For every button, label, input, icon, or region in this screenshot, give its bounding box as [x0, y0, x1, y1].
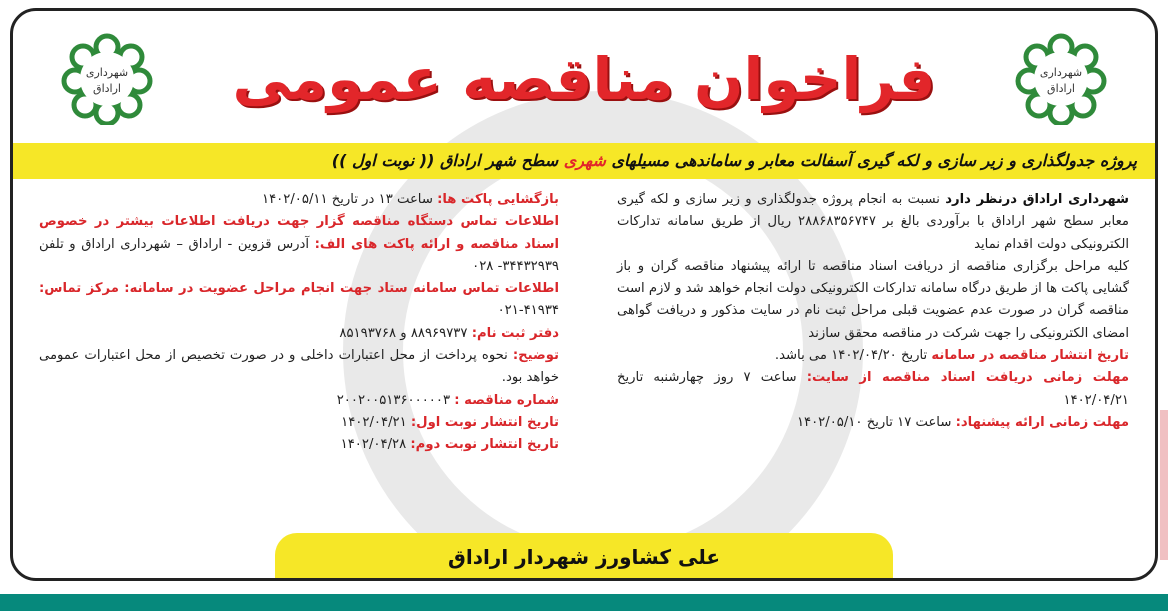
notice-title: فراخوان مناقصه عمومی [232, 45, 936, 113]
note-text: نحوه پرداخت از محل اعتبارات داخلی و در صورت تخصیص از محل اعتبارات عمومی خواهد بود. [39, 348, 559, 386]
mayor-signature: علی کشاورز شهردار اراداق [275, 533, 893, 579]
intro-paragraph [617, 189, 1129, 256]
logo-line1: شهرداری [85, 66, 129, 79]
subtitle-part1: پروژه جدولگذاری و زیر سازی و لکه گیری آسفالت معابر و ساماندهی مسیلهای [611, 151, 1137, 170]
offer-deadline-text: ساعت ۱۷ تاریخ ۱۴۰۲/۰۵/۱۰ [796, 414, 952, 430]
intro-label: شهرداری اراداق درنظر دارد [945, 192, 1129, 207]
offer-deadline-label: مهلت زمانی ارائه پیشنهاد: [955, 414, 1129, 430]
logo-label-left [61, 33, 153, 125]
tender-number-text: ۲۰۰۲۰۰۵۱۳۶۰۰۰۰۰۳ [336, 392, 451, 408]
second-publication-text: ۱۴۰۲/۰۴/۲۸ [340, 437, 407, 453]
opening-text: ساعت ۱۳ در تاریخ ۱۴۰۲/۰۵/۱۱ [262, 192, 433, 207]
publish-date [617, 345, 1129, 367]
right-column [617, 189, 1129, 434]
tender-number-label: شماره مناقصه : [454, 392, 559, 408]
tender-number [39, 390, 559, 412]
docs-deadline-text: ساعت ۷ روز چهارشنبه تاریخ ۱۴۰۲/۰۴/۲۱ [617, 370, 1129, 408]
contact-text: آدرس قزوین - اراداق – شهرداری اراداق و تلفن ۳۴۴۳۲۹۳۹- ۰۲۸ [39, 236, 559, 274]
contact-label: اطلاعات تماس دستگاه مناقصه گزار جهت دریافت اطلاعات بیشتر در خصوص اسناد مناقصه و ارائه پاکت های الف: [39, 214, 559, 252]
project-subtitle [13, 143, 1155, 179]
second-publication [39, 434, 559, 456]
tender-notice-frame [10, 8, 1158, 581]
logo-line2: اراداق [93, 82, 121, 95]
docs-deadline-label: مهلت زمانی دریافت اسناد مناقصه از سایت: [806, 370, 1130, 386]
process-paragraph: کلیه مراحل برگزاری مناقصه از دریافت اسناد مناقصه تا ارائه پیشنهاد مناقصه گران و باز گشایی پاکت ها از طریق درگاه سامانه تدارکات الکترونیکی دولت انجام خواهد شد و لازم است مناقصه گران در صورت عدم عضویت قبلی مراحل ثبت نام در سایت مذکور و دریافت گواهی امضای الکترونیکی را جهت شرکت در مناقصه محقق سازند [617, 258, 1129, 341]
docs-deadline [617, 367, 1129, 412]
note-label: توضیح: [512, 348, 559, 364]
register-label: دفتر ثبت نام: [471, 325, 559, 341]
edge-stripe [1160, 410, 1168, 560]
publish-label: تاریخ انتشار مناقصه در سامانه [931, 348, 1129, 364]
note-info [39, 345, 559, 390]
opening-label: بازگشایی پاکت ها: [437, 192, 559, 207]
second-publication-label: تاریخ انتشار نوبت دوم: [410, 437, 559, 453]
logo-label-right [1015, 33, 1107, 125]
subtitle-highlight: شهری [563, 151, 606, 170]
register-info [39, 323, 559, 345]
subtitle-part2: سطح شهر اراداق (( نوبت اول )) [331, 151, 559, 170]
first-publication-text: ۱۴۰۲/۰۴/۲۱ [341, 414, 407, 430]
contact-info [39, 211, 559, 278]
setad-info [39, 278, 559, 323]
intro-text: نسبت به انجام پروژه جدولگذاری و زیر سازی و لکه گیری معابر سطح شهر اراداق با برآوردی بالغ بر ۲۸۸۶۸۳۵۶۷۴۷ ریال از طریق سامانه تدارکات الکترونیکی دولت اقدام نماید [617, 192, 1129, 252]
setad-text: ۴۱۹۳۴-۰۲۱ [497, 303, 559, 319]
opening-info [39, 189, 559, 211]
offer-deadline [617, 412, 1129, 434]
setad-label: اطلاعات تماس سامانه ستاد جهت انجام مراحل عضویت در سامانه: مرکز تماس: [39, 281, 559, 297]
left-column [39, 189, 559, 457]
logo-line2: اراداق [1047, 82, 1075, 95]
publish-text: تاریخ ۱۴۰۲/۰۴/۲۰ می باشد. [774, 348, 928, 364]
logo-line1: شهرداری [1039, 66, 1083, 79]
register-text: ۸۸۹۶۹۷۳۷ و ۸۵۱۹۳۷۶۸ [339, 325, 468, 341]
bottom-bar [0, 594, 1168, 611]
first-publication [39, 412, 559, 434]
first-publication-label: تاریخ انتشار نوبت اول: [410, 414, 559, 430]
